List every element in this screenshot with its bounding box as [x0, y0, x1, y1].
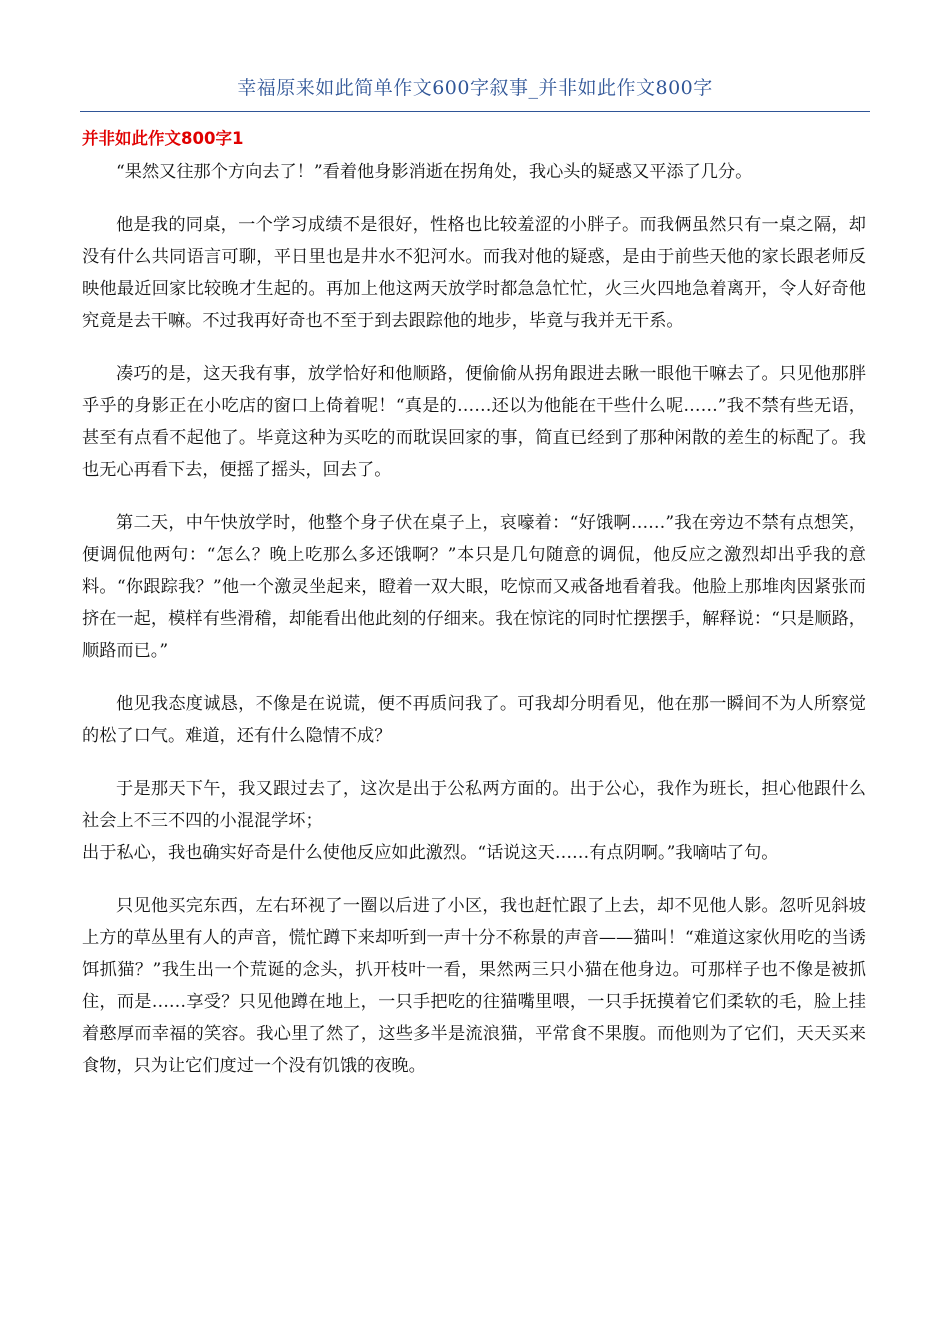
paragraph-3: 凑巧的是，这天我有事，放学恰好和他顺路，便偷偷从拐角跟进去瞅一眼他干嘛去了。只见他那胖乎乎的身影正在小吃店的窗口上倚着呢！“真是的……还以为他能在干些什么呢……”我不禁有些无语，甚至有点看不起他了。毕竟这种为买吃的而耽误回家的事，简直已经到了那种闲散的差生的标配了。我也无心再看下去，便摇了摇头，回去了。 — [82, 364, 866, 480]
paragraph-4: 第二天，中午快放学时，他整个身子伏在桌子上，哀嚎着：“好饿啊……”我在旁边不禁有点想笑，便调侃他两句：“怎么？晚上吃那么多还饿啊？”本只是几句随意的调侃，他反应之激烈却出乎我的意料。“你跟踪我？”他一个激灵坐起来，瞪着一双大眼，吃惊而又戒备地看着我。他脸上那堆肉因紧张而挤在一起，模样有些滑稽，却能看出他此刻的仔细来。我在惊诧的同时忙摆摆手，解释说：“只是顺路，顺路而已。” — [82, 513, 866, 661]
document-title: 幸福原来如此简单作文600字叙事_并非如此作文800字 — [237, 77, 713, 99]
document-header — [80, 74, 870, 112]
paragraph-5: 他见我态度诚恳，不像是在说谎，便不再质问我了。可我却分明看见，他在那一瞬间不为人所察觉的松了口气。难道，还有什么隐情不成？ — [82, 694, 866, 746]
paragraph-2: 他是我的同桌，一个学习成绩不是很好，性格也比较羞涩的小胖子。而我俩虽然只有一桌之隔，却没有什么共同语言可聊，平日里也是井水不犯河水。而我对他的疑惑，是由于前些天他的家长跟老师反映他最近回家比较晚才生起的。再加上他这两天放学时都急急忙忙，火三火四地急着离开，令人好奇他究竟是去干嘛。不过我再好奇也不至于到去跟踪他的地步，毕竟与我并无干系。 — [82, 215, 866, 331]
paragraph-7: 出于私心，我也确实好奇是什么使他反应如此激烈。“话说这天……有点阴啊。”我嘀咕了句。 — [82, 843, 779, 863]
paragraph-8: 只见他买完东西，左右环视了一圈以后进了小区，我也赶忙跟了上去，却不见他人影。忽听见斜坡上方的草丛里有人的声音，慌忙蹲下来却听到一声十分不称景的声音——猫叫！“难道这家伙用吃的当诱饵抓猫？”我生出一个荒诞的念头，扒开枝叶一看，果然两三只小猫在他身边。可那样子也不像是被抓住，而是……享受？只见他蹲在地上，一只手把吃的往猫嘴里喂，一只手抚摸着它们柔软的毛，脸上挂着憨厚而幸福的笑容。我心里了然了，这些多半是流浪猫，平常食不果腹。而他则为了它们，天天买来食物，只为让它们度过一个没有饥饿的夜晚。 — [82, 896, 866, 1076]
section-heading: 并非如此作文800字1 — [82, 129, 244, 148]
paragraph-6: 于是那天下午，我又跟过去了，这次是出于公私两方面的。出于公心，我作为班长，担心他跟什么社会上不三不四的小混混学坏； — [82, 779, 866, 831]
paragraph-1: “果然又往那个方向去了！”看着他身影消逝在拐角处，我心头的疑惑又平添了几分。 — [116, 162, 753, 182]
essay-body — [82, 156, 866, 1103]
